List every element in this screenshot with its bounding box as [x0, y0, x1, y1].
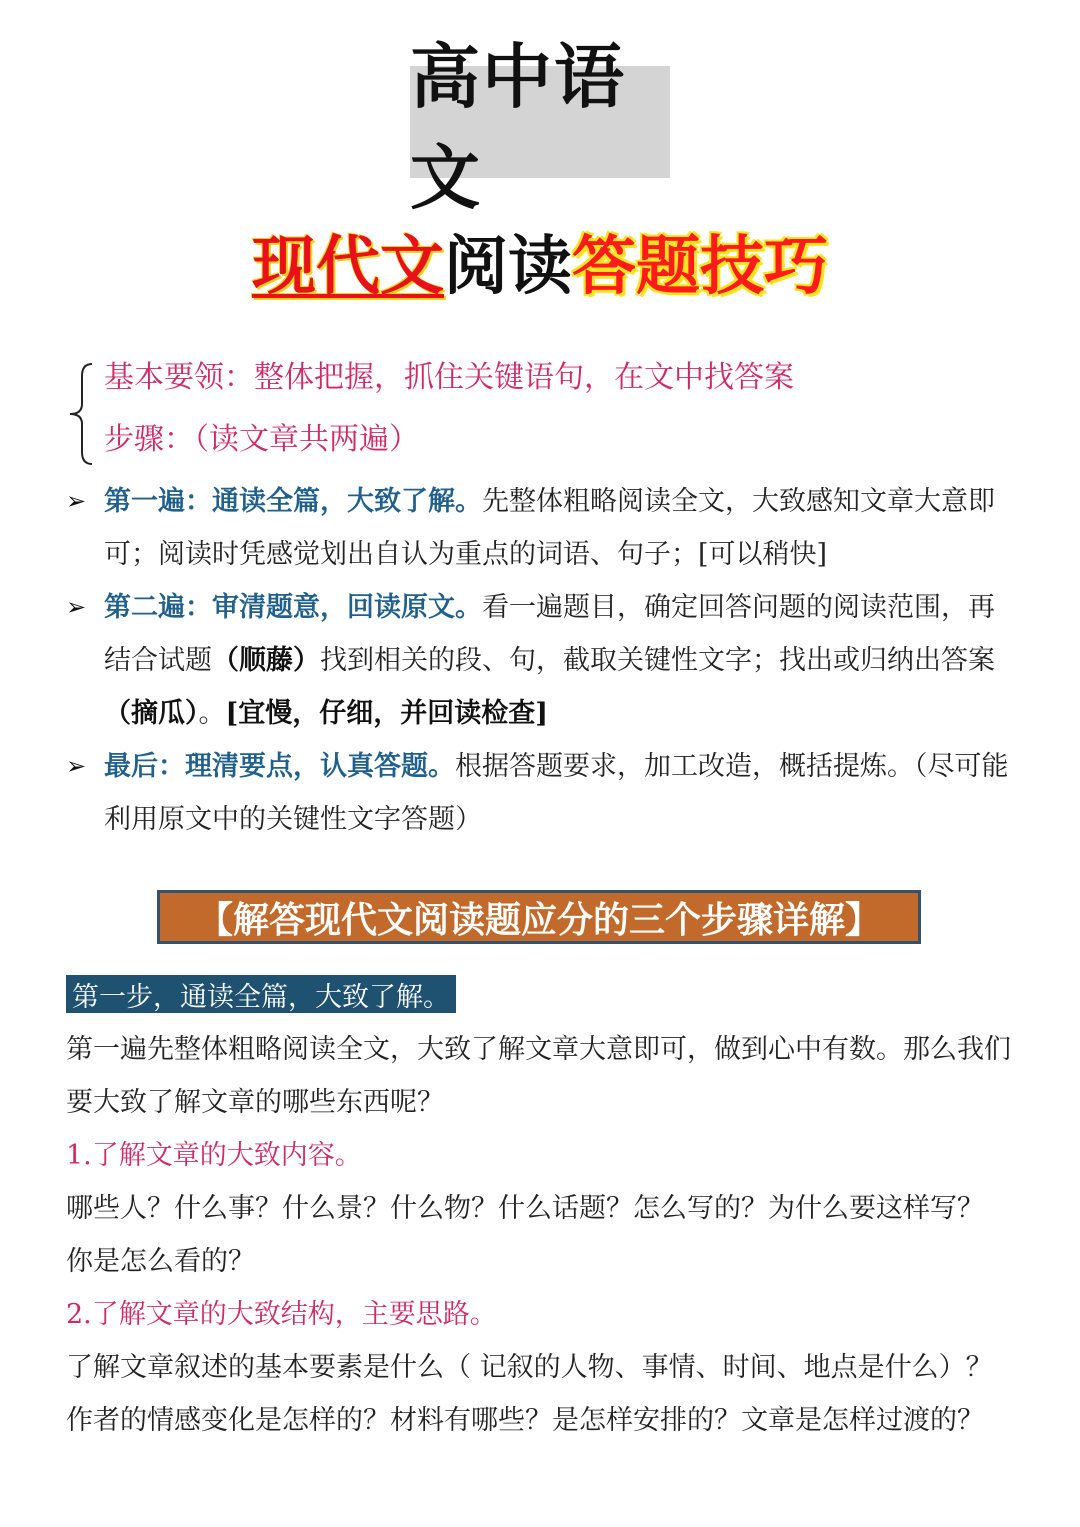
step-title-banner	[66, 975, 456, 1013]
step-3-line-2: 利用原文中的关键性文字答题）	[104, 804, 482, 835]
bullet-arrow-icon: ➢	[66, 487, 87, 515]
section-banner-text: 【解答现代文阅读题应分的三个步骤详解】	[196, 898, 881, 941]
item-2-title	[66, 1295, 497, 1335]
brace-icon	[66, 362, 94, 466]
step-2-period: 。	[198, 698, 226, 729]
section-banner	[157, 890, 921, 944]
item-1-line-2: 你是怎么看的？	[66, 1246, 255, 1277]
step-title-text: 第一步，通读全篇，大致了解。	[72, 981, 450, 1013]
step-2-note: [宜慢，仔细，并回读检查]	[225, 698, 549, 729]
step-2-text: 看一遍题目，确定回答问题的阅读范围，再	[482, 592, 995, 623]
subtitle-part-red: 现代文	[252, 230, 444, 304]
step-1-line-1	[104, 482, 995, 522]
steps-intro: 步骤：（读文章共两遍）	[104, 422, 419, 457]
item-2-line-2: 作者的情感变化是怎样的？材料有哪些？是怎样安排的？文章是怎样过渡的？	[66, 1405, 984, 1436]
step-3-line-1	[104, 747, 1009, 787]
item-2-line-1: 了解文章叙述的基本要素是什么（ 记叙的人物、事情、时间、地点是什么）？	[66, 1352, 993, 1383]
step-3-heading: 最后：理清要点，认真答题。	[104, 751, 455, 782]
item-2-title-a: 2.了解文章的大致结构，	[66, 1299, 362, 1330]
subtitle-part-black: 阅读	[444, 230, 572, 304]
item-2-title-b: 主要思路。	[361, 1299, 497, 1330]
step-2-heading: 第二遍：审清题意，回读原文。	[104, 592, 482, 623]
step-1-text: 先整体粗略阅读全文，大致感知文章大意即	[482, 486, 995, 517]
subtitle-part-highlight: 答题技巧	[572, 230, 828, 304]
title-box	[410, 36, 670, 219]
bullet-arrow-icon: ➢	[66, 752, 87, 780]
step-1-line-2: 可；阅读时凭感觉划出自认为重点的词语、句子；[可以稍快]	[104, 539, 828, 570]
step-2-line-3	[104, 694, 548, 734]
item-1-title: 1.了解文章的大致内容。	[66, 1140, 362, 1171]
basic-principle: 基本要领：整体把握，抓住关键语句，在文中找答案	[104, 360, 794, 395]
subtitle	[0, 222, 1080, 312]
step-2-shunteng: （顺藤）	[212, 645, 320, 676]
paragraph-1-line-1: 第一遍先整体粗略阅读全文，大致了解文章大意即可，做到心中有数。那么我们	[66, 1034, 1011, 1065]
step-3-text: 根据答题要求，加工改造，概括提炼。（尽可能	[455, 751, 1009, 782]
step-2-line-1	[104, 588, 995, 628]
page-title: 高中语文	[410, 36, 626, 219]
step-1-heading: 第一遍：通读全篇，大致了解。	[104, 486, 482, 517]
item-1-line-1: 哪些人？什么事？什么景？什么物？什么话题？怎么写的？为什么要这样写？	[66, 1193, 984, 1224]
step-2-text-c: 找到相关的段、句，截取关键性文字；找出或归纳出答案	[320, 645, 995, 676]
bullet-arrow-icon: ➢	[66, 593, 87, 621]
paragraph-1-line-2: 要大致了解文章的哪些东西呢？	[66, 1087, 444, 1118]
step-2-line-2	[104, 641, 995, 681]
step-2-zhaigua: （摘瓜）	[104, 698, 199, 729]
step-2-text-a: 结合试题	[104, 645, 212, 676]
